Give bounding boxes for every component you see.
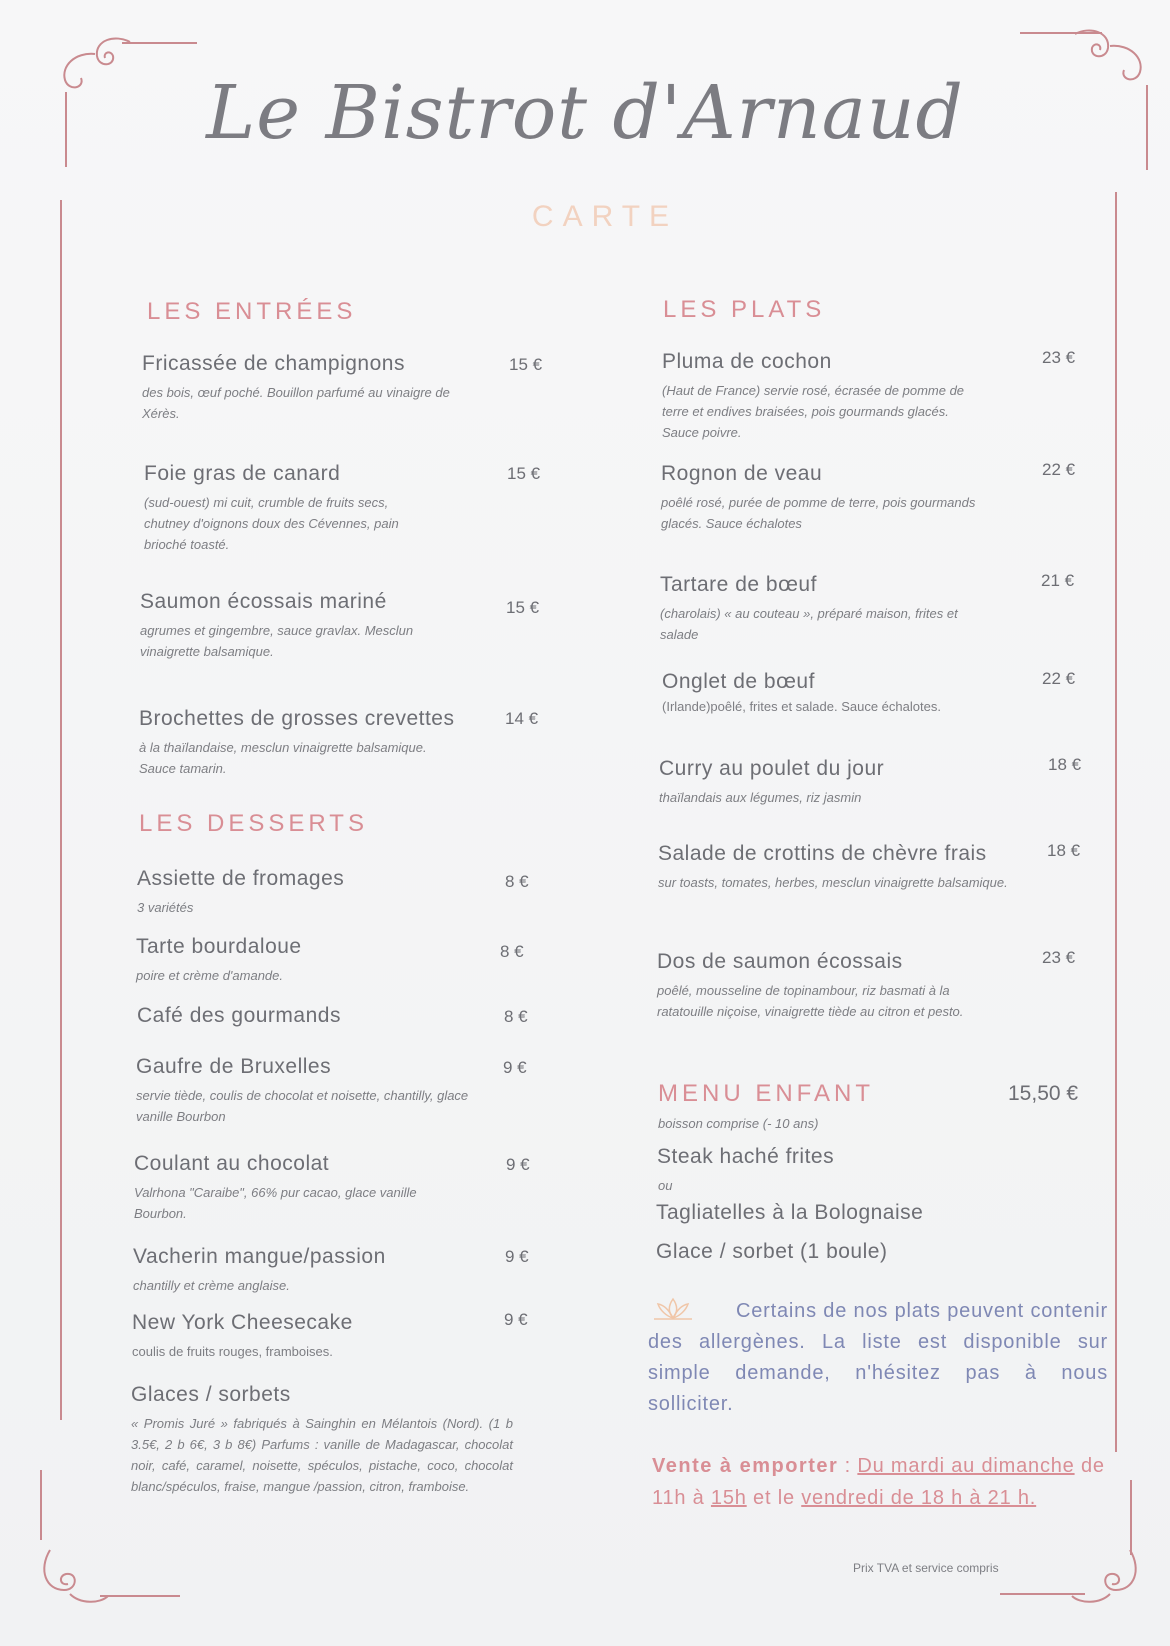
- plat-item: [657, 950, 997, 1022]
- dessert-item: [137, 867, 467, 918]
- item-price: 9 €: [506, 1155, 530, 1174]
- item-description: poêlé rosé, purée de pomme de terre, pois gourmands glacés. Sauce échalotes: [661, 495, 976, 531]
- item-description: coulis de fruits rouges, framboises.: [132, 1344, 333, 1359]
- corner-ornament-bottom-right: [1040, 1520, 1150, 1630]
- item-description: « Promis Juré » fabriqués à Sainghin en Mélantois (Nord). (1 b 3.5€, 2 b 6€, 3 b 8€) Parfums : vanille de Madagascar, chocolat noir, café, caramel, noisette, spéculos, pistache, coco, chocolat blanc/spéculos, fraise, mangue /passion, citron, framboise.: [131, 1416, 513, 1494]
- takeaway-separator: :: [838, 1455, 858, 1477]
- dessert-item: [137, 1004, 467, 1028]
- item-name: Glaces / sorbets: [131, 1383, 291, 1406]
- plat-item: [660, 573, 980, 645]
- item-price: 18 €: [1047, 841, 1081, 860]
- plat-item: [661, 462, 991, 534]
- item-price: 15 €: [506, 598, 540, 617]
- item-name: Vacherin mangue/passion: [133, 1245, 386, 1268]
- dessert-item: [132, 1311, 472, 1362]
- item-name: Curry au poulet du jour: [659, 757, 885, 780]
- item-price: 23 €: [1042, 948, 1076, 967]
- item-price: 18 €: [1048, 755, 1082, 774]
- item-price: 23 €: [1042, 348, 1076, 367]
- item-name: Coulant au chocolat: [134, 1152, 330, 1175]
- item-name: Brochettes de grosses crevettes: [139, 707, 455, 730]
- kids-menu-price: 15,50 €: [1008, 1082, 1079, 1105]
- takeaway-notice: [652, 1450, 1112, 1514]
- dessert-item: [136, 935, 466, 986]
- item-description: poire et crème d'amande.: [136, 968, 284, 983]
- plats-heading: LES PLATS: [663, 296, 826, 323]
- item-name: Tartare de bœuf: [660, 573, 817, 596]
- takeaway-friday: vendredi de 18 h à 21 h.: [801, 1487, 1037, 1509]
- item-name: Gaufre de Bruxelles: [136, 1055, 332, 1078]
- dessert-item: [133, 1245, 473, 1296]
- item-name: Fricassée de champignons: [142, 352, 405, 375]
- item-price: 9 €: [504, 1310, 528, 1329]
- item-name: Tarte bourdaloue: [136, 935, 302, 958]
- entree-item: [139, 707, 455, 779]
- item-price: 21 €: [1041, 571, 1075, 590]
- kids-or-label: ou: [658, 1178, 673, 1193]
- item-price: 22 €: [1042, 460, 1076, 479]
- item-price: 22 €: [1042, 669, 1076, 688]
- takeaway-hours-text: de 11h à: [652, 1455, 1105, 1509]
- takeaway-and: et le: [746, 1487, 802, 1509]
- item-description: servie tiède, coulis de chocolat et noisette, chantilly, glace vanille Bourbon: [136, 1088, 469, 1124]
- item-name: Saumon écossais mariné: [140, 590, 387, 613]
- dessert-item: [136, 1055, 476, 1127]
- item-name: Onglet de bœuf: [662, 670, 815, 693]
- entree-item: [140, 590, 440, 662]
- kids-dessert: Glace / sorbet (1 boule): [656, 1240, 888, 1263]
- corner-ornament-bottom-left: [30, 1520, 140, 1630]
- allergen-notice: [648, 1296, 1108, 1420]
- item-description: (charolais) « au couteau », préparé maison, frites et salade: [660, 606, 958, 642]
- plat-item: [658, 842, 1028, 893]
- restaurant-name: Le Bistrot d'Arnaud: [206, 70, 964, 156]
- kids-menu-heading: MENU ENFANT: [658, 1080, 875, 1107]
- item-price: 8 €: [505, 872, 529, 891]
- plat-item: [662, 350, 982, 443]
- item-name: Salade de crottins de chèvre frais: [658, 842, 987, 865]
- item-description: (Haut de France) servie rosé, écrasée de pomme de terre et endives braisées, pois gourmands glacés. Sauce poivre.: [662, 383, 965, 440]
- item-price: 9 €: [503, 1058, 527, 1077]
- item-name: New York Cheesecake: [132, 1311, 353, 1334]
- footer-note: Prix TVA et service compris: [853, 1561, 999, 1575]
- item-price: 15 €: [509, 355, 543, 374]
- item-description: (sud-ouest) mi cuit, crumble de fruits secs, chutney d'oignons doux des Cévennes, pain brioché toasté.: [144, 495, 399, 552]
- item-description: à la thaïlandaise, mesclun vinaigrette balsamique. Sauce tamarin.: [139, 740, 427, 776]
- item-description: agrumes et gingembre, sauce gravlax. Mesclun vinaigrette balsamique.: [140, 623, 414, 659]
- plat-item: [662, 670, 1062, 717]
- item-name: Assiette de fromages: [137, 867, 345, 890]
- frame-right-line: [1115, 192, 1117, 1452]
- item-price: 8 €: [500, 942, 524, 961]
- menu-title: CARTE: [531, 200, 679, 233]
- desserts-heading: LES DESSERTS: [139, 810, 368, 837]
- item-price: 14 €: [505, 709, 539, 728]
- item-name: Foie gras de canard: [144, 462, 341, 485]
- item-name: Rognon de veau: [661, 462, 823, 485]
- item-description: 3 variétés: [137, 900, 194, 915]
- item-name: Café des gourmands: [137, 1004, 341, 1027]
- item-price: 9 €: [505, 1247, 529, 1266]
- dessert-item: [134, 1152, 464, 1224]
- allergen-text: Certains de nos plats peuvent contenir des allergènes. La liste est disponible sur simple demande, n'hésitez pas à nous solliciter.: [648, 1300, 1108, 1415]
- takeaway-label: Vente à emporter: [652, 1455, 839, 1477]
- item-name: Dos de saumon écossais: [657, 950, 903, 973]
- item-price: 8 €: [504, 1007, 528, 1026]
- kids-menu-note: boisson comprise (- 10 ans): [658, 1116, 819, 1131]
- kids-option-2: Tagliatelles à la Bolognaise: [656, 1201, 924, 1224]
- takeaway-days: Du mardi au dimanche: [857, 1455, 1075, 1477]
- item-name: Pluma de cochon: [662, 350, 832, 373]
- item-description: Valrhona "Caraibe", 66% pur cacao, glace vanille Bourbon.: [134, 1185, 417, 1221]
- takeaway-hours-end: 15h: [710, 1487, 747, 1509]
- item-description: poêlé, mousseline de topinambour, riz basmati à la ratatouille niçoise, vinaigrette tiède au citron et pesto.: [657, 983, 964, 1019]
- plat-item: [659, 757, 999, 808]
- entree-item: [142, 352, 472, 424]
- dessert-item: [131, 1383, 513, 1497]
- item-description: des bois, œuf poché. Bouillon parfumé au vinaigre de Xérès.: [142, 385, 450, 421]
- item-description: (Irlande)poêlé, frites et salade. Sauce échalotes.: [662, 699, 941, 714]
- item-price: 15 €: [507, 464, 541, 483]
- item-description: chantilly et crème anglaise.: [133, 1278, 290, 1293]
- frame-left-line: [60, 200, 62, 1420]
- item-description: sur toasts, tomates, herbes, mesclun vinaigrette balsamique.: [658, 875, 1008, 890]
- entree-item: [144, 462, 434, 555]
- item-description: thaïlandais aux légumes, riz jasmin: [659, 790, 862, 805]
- entrees-heading: LES ENTRÉES: [147, 298, 357, 325]
- kids-option-1: Steak haché frites: [657, 1145, 835, 1168]
